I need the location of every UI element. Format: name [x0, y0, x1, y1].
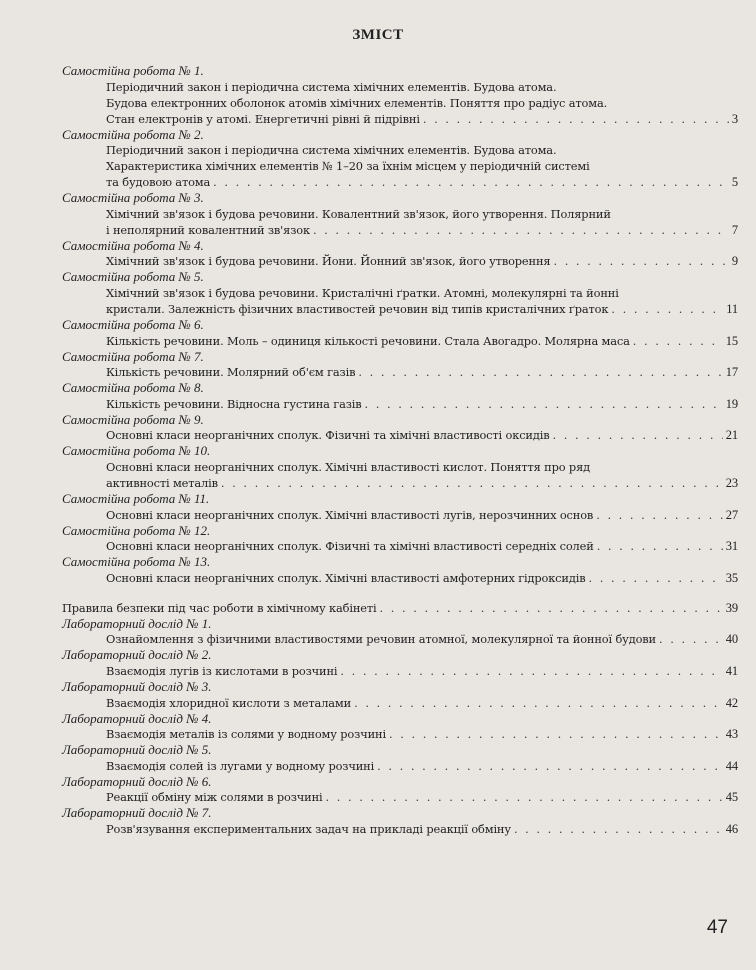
entry-heading: Самостійна робота № 6.: [62, 316, 204, 332]
entry-line: [62, 111, 738, 127]
dot-leader: [358, 364, 722, 380]
entry-text: Кількість речовини. Відносна густина газів: [106, 396, 362, 411]
entry-line: [62, 789, 738, 805]
entry-line: [62, 142, 738, 158]
entry-heading: Самостійна робота № 3.: [62, 190, 204, 206]
entry-line: [62, 285, 738, 301]
entry-text: і неполярний ковалентний зв'язок: [106, 222, 310, 237]
entry-line: [62, 222, 738, 238]
dot-leader: [377, 758, 723, 774]
toc-work-entry[interactable]: [62, 349, 738, 381]
dot-leader: [553, 427, 723, 443]
table-of-contents: [62, 63, 738, 837]
dot-leader: [354, 695, 723, 711]
page-ref: 11: [726, 301, 738, 316]
entry-heading: Самостійна робота № 13.: [62, 554, 211, 570]
lab-experiments-list: [62, 616, 738, 837]
entry-text: Взаємодія солей із лугами у водному розчині: [106, 758, 375, 773]
entry-heading: Самостійна робота № 9.: [62, 411, 204, 427]
page-ref: 9: [731, 254, 738, 269]
entry-line: [62, 427, 738, 443]
toc-lab-entry[interactable]: [62, 647, 738, 679]
page-ref: 40: [725, 632, 738, 647]
entry-line: [62, 538, 738, 554]
entry-text: Основні класи неорганічних сполук. Хімічні властивості кислот. Поняття про ряд: [106, 459, 590, 474]
dot-leader: [221, 475, 723, 491]
entry-text: Стан електронів у атомі. Енергетичні рівні й підрівні: [106, 111, 420, 126]
entry-heading: Самостійна робота № 5.: [62, 269, 204, 285]
dot-leader: [423, 111, 729, 127]
entry-line: [62, 758, 738, 774]
page-ref: 43: [725, 727, 738, 742]
toc-work-entry[interactable]: [62, 491, 738, 523]
entry-line: [62, 301, 738, 317]
page-ref: 21: [725, 428, 738, 443]
page-ref: 35: [725, 570, 738, 585]
page-ref: 46: [725, 821, 738, 836]
entry-heading: Лабораторний дослід № 5.: [62, 742, 212, 758]
page-ref: 5: [731, 175, 738, 190]
entry-text: Основні класи неорганічних сполук. Фізичні та хімічні властивості середніх солей: [106, 539, 594, 554]
entry-line: [62, 95, 738, 111]
toc-work-entry[interactable]: [62, 269, 738, 317]
entry-text: Основні класи неорганічних сполук. Хімічні властивості амфотерних гідроксидів: [106, 570, 586, 585]
toc-work-entry[interactable]: [62, 554, 738, 586]
entry-text: Кількість речовини. Моль – одиниця кількості речовини. Стала Авогадро. Молярна маса: [106, 333, 630, 348]
dot-leader: [313, 222, 729, 238]
dot-leader: [340, 663, 722, 679]
toc-work-entry[interactable]: [62, 238, 738, 270]
toc-lab-entry[interactable]: [62, 616, 738, 648]
entry-heading: Лабораторний дослід № 4.: [62, 710, 212, 726]
entry-line: [62, 174, 738, 190]
entry-line: [62, 631, 738, 647]
entry-text: Періодичний закон і періодична система хімічних елементів. Будова атома.: [106, 79, 557, 94]
entry-line: [62, 253, 738, 269]
page-ref: 42: [725, 695, 738, 710]
dot-leader: [596, 507, 723, 523]
entry-line: [62, 364, 738, 380]
toc-work-entry[interactable]: [62, 190, 738, 238]
page-ref: 15: [725, 333, 738, 348]
dot-leader: [553, 253, 728, 269]
entry-text: Взаємодія хлоридної кислоти з металами: [106, 695, 352, 710]
entry-heading: Самостійна робота № 4.: [62, 237, 204, 253]
page-ref: 3: [731, 111, 738, 126]
entry-text: та будовою атома: [106, 175, 211, 190]
entry-text: кристали. Залежність фізичних властивостей речовин від типів кристалічних ґраток: [106, 301, 609, 316]
toc-entry-safety-rules[interactable]: [62, 600, 738, 616]
entry-heading: Лабораторний дослід № 7.: [62, 805, 212, 821]
entry-text: Ознайомлення з фізичними властивостями речовин атомної, молекулярної та йонної будови: [106, 632, 656, 647]
dot-leader: [588, 570, 722, 586]
entry-line: [62, 507, 738, 523]
entry-text: Характеристика хімічних елементів № 1–20 за їхнім місцем у періодичній системі: [106, 159, 590, 174]
entry-heading: Самостійна робота № 11.: [62, 490, 210, 506]
entry-text: Хімічний зв'язок і будова речовини. Ковалентний зв'язок, його утворення. Полярний: [106, 206, 611, 221]
entry-text: Основні класи неорганічних сполук. Фізичні та хімічні властивості оксидів: [106, 428, 550, 443]
toc-lab-entry[interactable]: [62, 805, 738, 837]
entry-text: Хімічний зв'язок і будова речовини. Йони. Йонний зв'язок, його утворення: [106, 254, 551, 269]
entry-line: [62, 726, 738, 742]
entry-text: Будова електронних оболонок атомів хімічних елементів. Поняття про радіус атома.: [106, 95, 608, 110]
toc-work-entry[interactable]: [62, 127, 738, 191]
entry-line: [62, 333, 738, 349]
page-title: ЗМІСТ: [352, 27, 404, 43]
entry-text: Взаємодія металів із солями у водному розчині: [106, 727, 386, 742]
page-ref: 41: [725, 663, 738, 678]
toc-lab-entry[interactable]: [62, 774, 738, 806]
entry-heading: Самостійна робота № 2.: [62, 126, 204, 142]
entry-heading: Самостійна робота № 10.: [62, 443, 211, 459]
entry-heading: Лабораторний дослід № 1.: [62, 615, 212, 631]
page-number: 47: [706, 917, 728, 938]
toc-work-entry[interactable]: [62, 412, 738, 444]
dot-leader: [597, 538, 723, 554]
page-ref: 45: [725, 790, 738, 805]
independent-works-list: [62, 63, 738, 586]
entry-text: Взаємодія лугів із кислотами в розчині: [106, 663, 338, 678]
entry-text: Реакції обміну між солями в розчині: [106, 790, 323, 805]
entry-heading: Самостійна робота № 1.: [62, 63, 204, 78]
page-ref: 39: [725, 600, 738, 615]
toc-work-entry[interactable]: [62, 380, 738, 412]
dot-leader: [326, 789, 723, 805]
section-gap: [62, 586, 738, 600]
entry-heading: Лабораторний дослід № 3.: [62, 678, 212, 694]
page-ref: 27: [725, 507, 738, 522]
entry-heading: Лабораторний дослід № 6.: [62, 773, 212, 789]
entry-text: Кількість речовини. Молярний об'єм газів: [106, 365, 356, 380]
entry-text: Хімічний зв'язок і будова речовини. Кристалічні ґратки. Атомні, молекулярні та йонні: [106, 285, 619, 300]
entry-heading: Самостійна робота № 8.: [62, 380, 204, 396]
entry-line: [62, 475, 738, 491]
toc-lab-entry[interactable]: [62, 711, 738, 743]
entry-text: Основні класи неорганічних сполук. Хімічні властивості лугів, нерозчинних основ: [106, 507, 594, 522]
toc-lab-entry[interactable]: [62, 742, 738, 774]
dot-leader: [659, 631, 723, 647]
entry-text: Правила безпеки під час роботи в хімічному кабінеті: [62, 600, 377, 615]
dot-leader: [611, 301, 723, 317]
page-ref: 19: [725, 396, 738, 411]
toc-lab-entry[interactable]: [62, 679, 738, 711]
dot-leader: [514, 821, 723, 837]
entry-line: [62, 695, 738, 711]
toc-work-entry[interactable]: [62, 317, 738, 349]
dot-leader: [380, 600, 723, 616]
page-ref: 7: [731, 222, 738, 237]
dot-leader: [213, 174, 729, 190]
page-ref: 44: [725, 758, 738, 773]
toc-work-entry[interactable]: [62, 443, 738, 491]
entry-line: [62, 821, 738, 837]
dot-leader: [365, 396, 723, 412]
page-ref: 17: [725, 365, 738, 380]
entry-text: Періодичний закон і періодична система хімічних елементів. Будова атома.: [106, 143, 557, 158]
entry-text: Розв'язування експериментальних задач на прикладі реакції обміну: [106, 821, 511, 836]
page-ref: 31: [725, 539, 738, 554]
entry-heading: Лабораторний дослід № 2.: [62, 647, 212, 663]
entry-line: [62, 570, 738, 586]
toc-work-entry[interactable]: [62, 523, 738, 555]
entry-text: активності металів: [106, 475, 218, 490]
entry-line: [62, 206, 738, 222]
entry-line: [62, 158, 738, 174]
entry-line: [62, 459, 738, 475]
entry-line: [62, 79, 738, 95]
page-ref: 23: [725, 475, 738, 490]
entry-line: [62, 396, 738, 412]
entry-heading: Самостійна робота № 7.: [62, 348, 204, 364]
entry-heading: Самостійна робота № 12.: [62, 522, 211, 538]
dot-leader: [633, 333, 723, 349]
entry-line: [62, 663, 738, 679]
dot-leader: [389, 726, 723, 742]
toc-work-entry[interactable]: [62, 63, 738, 127]
